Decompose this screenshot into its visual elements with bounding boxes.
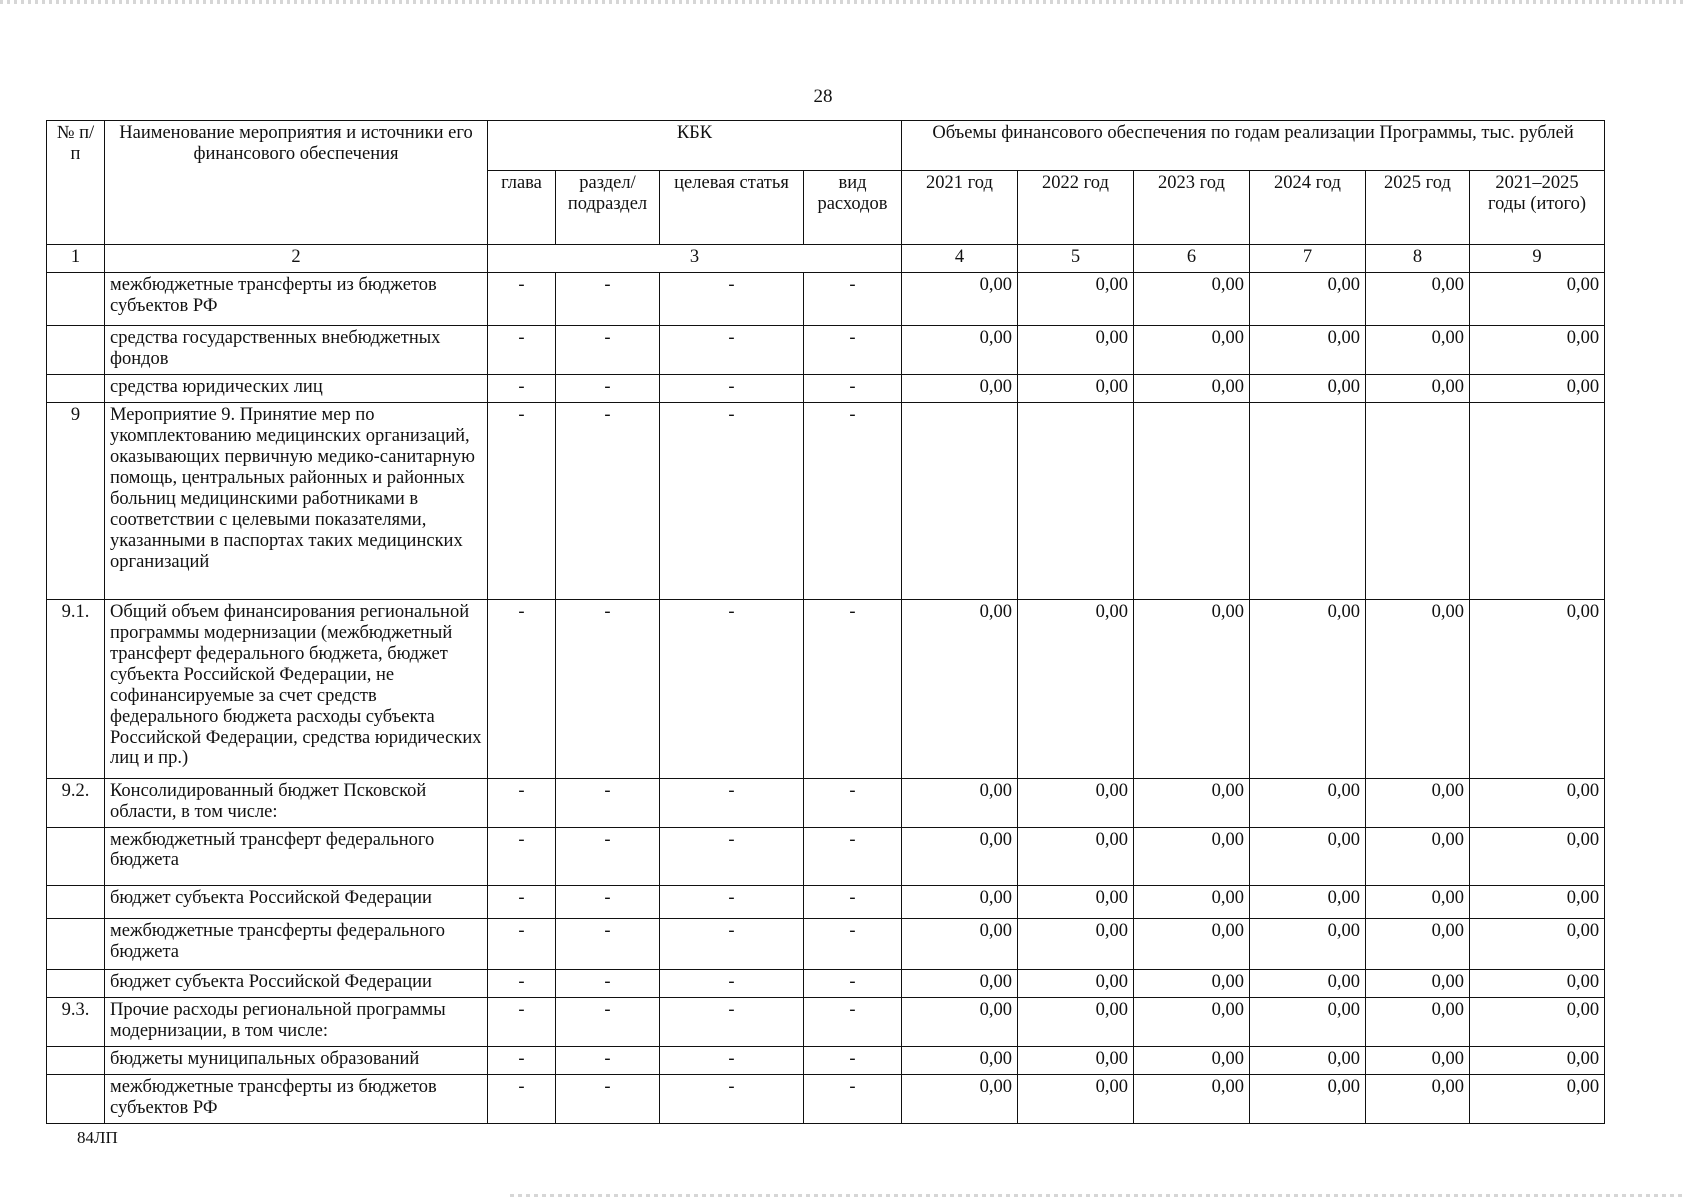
value-2022-cell: 0,00 [1018, 918, 1134, 969]
header-kbk: КБК [488, 121, 902, 171]
kbk-celevaya-cell: - [660, 403, 804, 600]
column-number: 7 [1250, 245, 1366, 273]
value-2023-cell: 0,00 [1134, 886, 1250, 918]
value-2025-cell: 0,00 [1366, 918, 1470, 969]
kbk-razdel-cell: - [556, 600, 660, 779]
value-2025-cell: 0,00 [1366, 1046, 1470, 1074]
value-2021-cell: 0,00 [902, 778, 1018, 827]
table-row [47, 273, 1605, 326]
value-total-cell: 0,00 [1470, 326, 1605, 375]
row-name: средства государственных внебюджетных фондов [105, 326, 488, 375]
column-number: 1 [47, 245, 105, 273]
value-2023-cell: 0,00 [1134, 998, 1250, 1047]
value-2021-cell: 0,00 [902, 827, 1018, 886]
value-2023-cell: 0,00 [1134, 600, 1250, 779]
row-name: Прочие расходы региональной программы модернизации, в том числе: [105, 998, 488, 1047]
kbk-celevaya-cell: - [660, 827, 804, 886]
kbk-celevaya-cell: - [660, 273, 804, 326]
table-row [47, 600, 1605, 779]
value-2024-cell: 0,00 [1250, 886, 1366, 918]
row-number [47, 273, 105, 326]
value-total-cell: 0,00 [1470, 600, 1605, 779]
value-2024-cell: 0,00 [1250, 998, 1366, 1047]
kbk-vid-cell: - [804, 273, 902, 326]
table-row [47, 1046, 1605, 1074]
value-2024-cell: 0,00 [1250, 273, 1366, 326]
kbk-glava-cell: - [488, 600, 556, 779]
row-number: 9 [47, 403, 105, 600]
kbk-vid-cell: - [804, 827, 902, 886]
row-name: Мероприятие 9. Принятие мер по укомплектованию медицинских организаций, оказывающих первичную медико-санитарную помощь, центральных районных и районных больниц медицинскими работниками в соответствии с целевыми показателями, указанными в паспортах таких медицинских организаций [105, 403, 488, 600]
table-row [47, 1075, 1605, 1124]
kbk-celevaya-cell: - [660, 1075, 804, 1124]
column-number: 8 [1366, 245, 1470, 273]
financing-table [46, 120, 1605, 1124]
kbk-glava-cell: - [488, 326, 556, 375]
header-year-2023: 2023 год [1134, 171, 1250, 245]
value-2022-cell: 0,00 [1018, 374, 1134, 402]
value-2023-cell [1134, 403, 1250, 600]
kbk-glava-cell: - [488, 1075, 556, 1124]
scan-edge-top [0, 0, 1686, 4]
row-number [47, 827, 105, 886]
row-name: межбюджетный трансферт федерального бюджета [105, 827, 488, 886]
value-2024-cell: 0,00 [1250, 374, 1366, 402]
kbk-glava-cell: - [488, 998, 556, 1047]
column-number: 2 [105, 245, 488, 273]
value-2023-cell: 0,00 [1134, 827, 1250, 886]
kbk-glava-cell: - [488, 273, 556, 326]
header-name: Наименование мероприятия и источники его финансового обеспечения [105, 121, 488, 245]
table-row [47, 827, 1605, 886]
value-2022-cell: 0,00 [1018, 998, 1134, 1047]
row-number [47, 1075, 105, 1124]
value-total-cell: 0,00 [1470, 1046, 1605, 1074]
column-number: 5 [1018, 245, 1134, 273]
value-2022-cell: 0,00 [1018, 1046, 1134, 1074]
value-2024-cell: 0,00 [1250, 1075, 1366, 1124]
kbk-razdel-cell: - [556, 886, 660, 918]
value-2024-cell: 0,00 [1250, 778, 1366, 827]
value-total-cell: 0,00 [1470, 1075, 1605, 1124]
value-2022-cell [1018, 403, 1134, 600]
column-number: 6 [1134, 245, 1250, 273]
kbk-celevaya-cell: - [660, 1046, 804, 1074]
row-name: Консолидированный бюджет Псковской области, в том числе: [105, 778, 488, 827]
value-2022-cell: 0,00 [1018, 600, 1134, 779]
header-year-2025: 2025 год [1366, 171, 1470, 245]
kbk-vid-cell: - [804, 374, 902, 402]
row-number: 9.1. [47, 600, 105, 779]
value-2022-cell: 0,00 [1018, 886, 1134, 918]
kbk-glava-cell: - [488, 374, 556, 402]
kbk-vid-cell: - [804, 886, 902, 918]
row-number [47, 886, 105, 918]
row-name: межбюджетные трансферты из бюджетов субъектов РФ [105, 273, 488, 326]
value-2024-cell: 0,00 [1250, 1046, 1366, 1074]
kbk-glava-cell: - [488, 969, 556, 997]
column-number: 9 [1470, 245, 1605, 273]
value-total-cell: 0,00 [1470, 969, 1605, 997]
value-total-cell: 0,00 [1470, 778, 1605, 827]
row-number [47, 1046, 105, 1074]
kbk-razdel-cell: - [556, 998, 660, 1047]
kbk-vid-cell: - [804, 326, 902, 375]
value-2021-cell: 0,00 [902, 1075, 1018, 1124]
value-2023-cell: 0,00 [1134, 778, 1250, 827]
value-2021-cell: 0,00 [902, 998, 1018, 1047]
kbk-celevaya-cell: - [660, 886, 804, 918]
value-2023-cell: 0,00 [1134, 326, 1250, 375]
kbk-celevaya-cell: - [660, 969, 804, 997]
kbk-celevaya-cell: - [660, 918, 804, 969]
value-2022-cell: 0,00 [1018, 778, 1134, 827]
kbk-glava-cell: - [488, 1046, 556, 1074]
row-number [47, 374, 105, 402]
header-razdel: раздел/ подраздел [556, 171, 660, 245]
kbk-glava-cell: - [488, 827, 556, 886]
document-code: 84ЛП [77, 1128, 118, 1147]
value-2021-cell: 0,00 [902, 326, 1018, 375]
kbk-glava-cell: - [488, 918, 556, 969]
kbk-celevaya-cell: - [660, 374, 804, 402]
value-2025-cell: 0,00 [1366, 998, 1470, 1047]
value-total-cell: 0,00 [1470, 273, 1605, 326]
column-number: 4 [902, 245, 1018, 273]
table-row [47, 969, 1605, 997]
value-2024-cell: 0,00 [1250, 827, 1366, 886]
value-total-cell: 0,00 [1470, 374, 1605, 402]
value-2021-cell: 0,00 [902, 1046, 1018, 1074]
header-glava: глава [488, 171, 556, 245]
kbk-vid-cell: - [804, 1075, 902, 1124]
row-name: бюджеты муниципальных образований [105, 1046, 488, 1074]
value-total-cell [1470, 403, 1605, 600]
kbk-razdel-cell: - [556, 326, 660, 375]
value-2022-cell: 0,00 [1018, 326, 1134, 375]
table-row [47, 374, 1605, 402]
value-2024-cell: 0,00 [1250, 969, 1366, 997]
kbk-celevaya-cell: - [660, 600, 804, 779]
kbk-razdel-cell: - [556, 1046, 660, 1074]
value-2025-cell: 0,00 [1366, 600, 1470, 779]
value-total-cell: 0,00 [1470, 886, 1605, 918]
table-row [47, 886, 1605, 918]
header-volumes: Объемы финансового обеспечения по годам реализации Программы, тыс. рублей [902, 121, 1605, 171]
value-2022-cell: 0,00 [1018, 1075, 1134, 1124]
scan-edge-bottom [510, 1194, 1686, 1197]
kbk-razdel-cell: - [556, 969, 660, 997]
value-2025-cell: 0,00 [1366, 778, 1470, 827]
header-year-2021: 2021 год [902, 171, 1018, 245]
table-row [47, 998, 1605, 1047]
row-name: Общий объем финансирования региональной программы модернизации (межбюджетный трансферт федерального бюджета, бюджет субъекта Российской Федерации, не софинансируемые за счет средств федерального бюджета расходы субъекта Российской Федерации, средства юридических лиц и пр.) [105, 600, 488, 779]
row-name: межбюджетные трансферты из бюджетов субъектов РФ [105, 1075, 488, 1124]
kbk-vid-cell: - [804, 778, 902, 827]
value-2025-cell [1366, 403, 1470, 600]
value-total-cell: 0,00 [1470, 918, 1605, 969]
kbk-vid-cell: - [804, 1046, 902, 1074]
kbk-glava-cell: - [488, 778, 556, 827]
value-2021-cell: 0,00 [902, 918, 1018, 969]
row-number: 9.2. [47, 778, 105, 827]
value-2021-cell: 0,00 [902, 969, 1018, 997]
value-2024-cell [1250, 403, 1366, 600]
kbk-razdel-cell: - [556, 1075, 660, 1124]
page-number: 28 [813, 86, 833, 107]
header-year-total: 2021–2025 годы (итого) [1470, 171, 1605, 245]
value-total-cell: 0,00 [1470, 998, 1605, 1047]
value-2025-cell: 0,00 [1366, 969, 1470, 997]
value-2025-cell: 0,00 [1366, 827, 1470, 886]
row-name: бюджет субъекта Российской Федерации [105, 886, 488, 918]
kbk-vid-cell: - [804, 918, 902, 969]
kbk-razdel-cell: - [556, 403, 660, 600]
value-2023-cell: 0,00 [1134, 918, 1250, 969]
value-2022-cell: 0,00 [1018, 969, 1134, 997]
value-2024-cell: 0,00 [1250, 600, 1366, 779]
value-2024-cell: 0,00 [1250, 326, 1366, 375]
kbk-razdel-cell: - [556, 827, 660, 886]
kbk-celevaya-cell: - [660, 778, 804, 827]
value-2021-cell: 0,00 [902, 273, 1018, 326]
value-2025-cell: 0,00 [1366, 886, 1470, 918]
table-row [47, 918, 1605, 969]
value-2025-cell: 0,00 [1366, 326, 1470, 375]
value-2023-cell: 0,00 [1134, 273, 1250, 326]
row-name: средства юридических лиц [105, 374, 488, 402]
value-2025-cell: 0,00 [1366, 374, 1470, 402]
kbk-razdel-cell: - [556, 918, 660, 969]
kbk-vid-cell: - [804, 403, 902, 600]
table-row [47, 403, 1605, 600]
value-2022-cell: 0,00 [1018, 273, 1134, 326]
value-2023-cell: 0,00 [1134, 374, 1250, 402]
header-year-2024: 2024 год [1250, 171, 1366, 245]
column-number: 3 [488, 245, 902, 273]
header-celevaya: целевая статья [660, 171, 804, 245]
value-2021-cell: 0,00 [902, 600, 1018, 779]
header-num: № п/п [47, 121, 105, 245]
value-2021-cell [902, 403, 1018, 600]
value-2025-cell: 0,00 [1366, 273, 1470, 326]
kbk-razdel-cell: - [556, 778, 660, 827]
table-row [47, 326, 1605, 375]
value-2023-cell: 0,00 [1134, 1046, 1250, 1074]
value-2023-cell: 0,00 [1134, 969, 1250, 997]
column-numbers-row [47, 245, 1605, 273]
value-total-cell: 0,00 [1470, 827, 1605, 886]
row-number [47, 918, 105, 969]
row-name: межбюджетные трансферты федерального бюджета [105, 918, 488, 969]
kbk-glava-cell: - [488, 403, 556, 600]
kbk-vid-cell: - [804, 969, 902, 997]
value-2024-cell: 0,00 [1250, 918, 1366, 969]
kbk-vid-cell: - [804, 998, 902, 1047]
kbk-celevaya-cell: - [660, 998, 804, 1047]
kbk-glava-cell: - [488, 886, 556, 918]
kbk-celevaya-cell: - [660, 326, 804, 375]
row-number [47, 326, 105, 375]
header-year-2022: 2022 год [1018, 171, 1134, 245]
value-2021-cell: 0,00 [902, 374, 1018, 402]
table-row [47, 778, 1605, 827]
kbk-razdel-cell: - [556, 374, 660, 402]
header-vid: вид расходов [804, 171, 902, 245]
row-name: бюджет субъекта Российской Федерации [105, 969, 488, 997]
value-2021-cell: 0,00 [902, 886, 1018, 918]
kbk-razdel-cell: - [556, 273, 660, 326]
kbk-vid-cell: - [804, 600, 902, 779]
value-2023-cell: 0,00 [1134, 1075, 1250, 1124]
row-number: 9.3. [47, 998, 105, 1047]
row-number [47, 969, 105, 997]
value-2025-cell: 0,00 [1366, 1075, 1470, 1124]
value-2022-cell: 0,00 [1018, 827, 1134, 886]
